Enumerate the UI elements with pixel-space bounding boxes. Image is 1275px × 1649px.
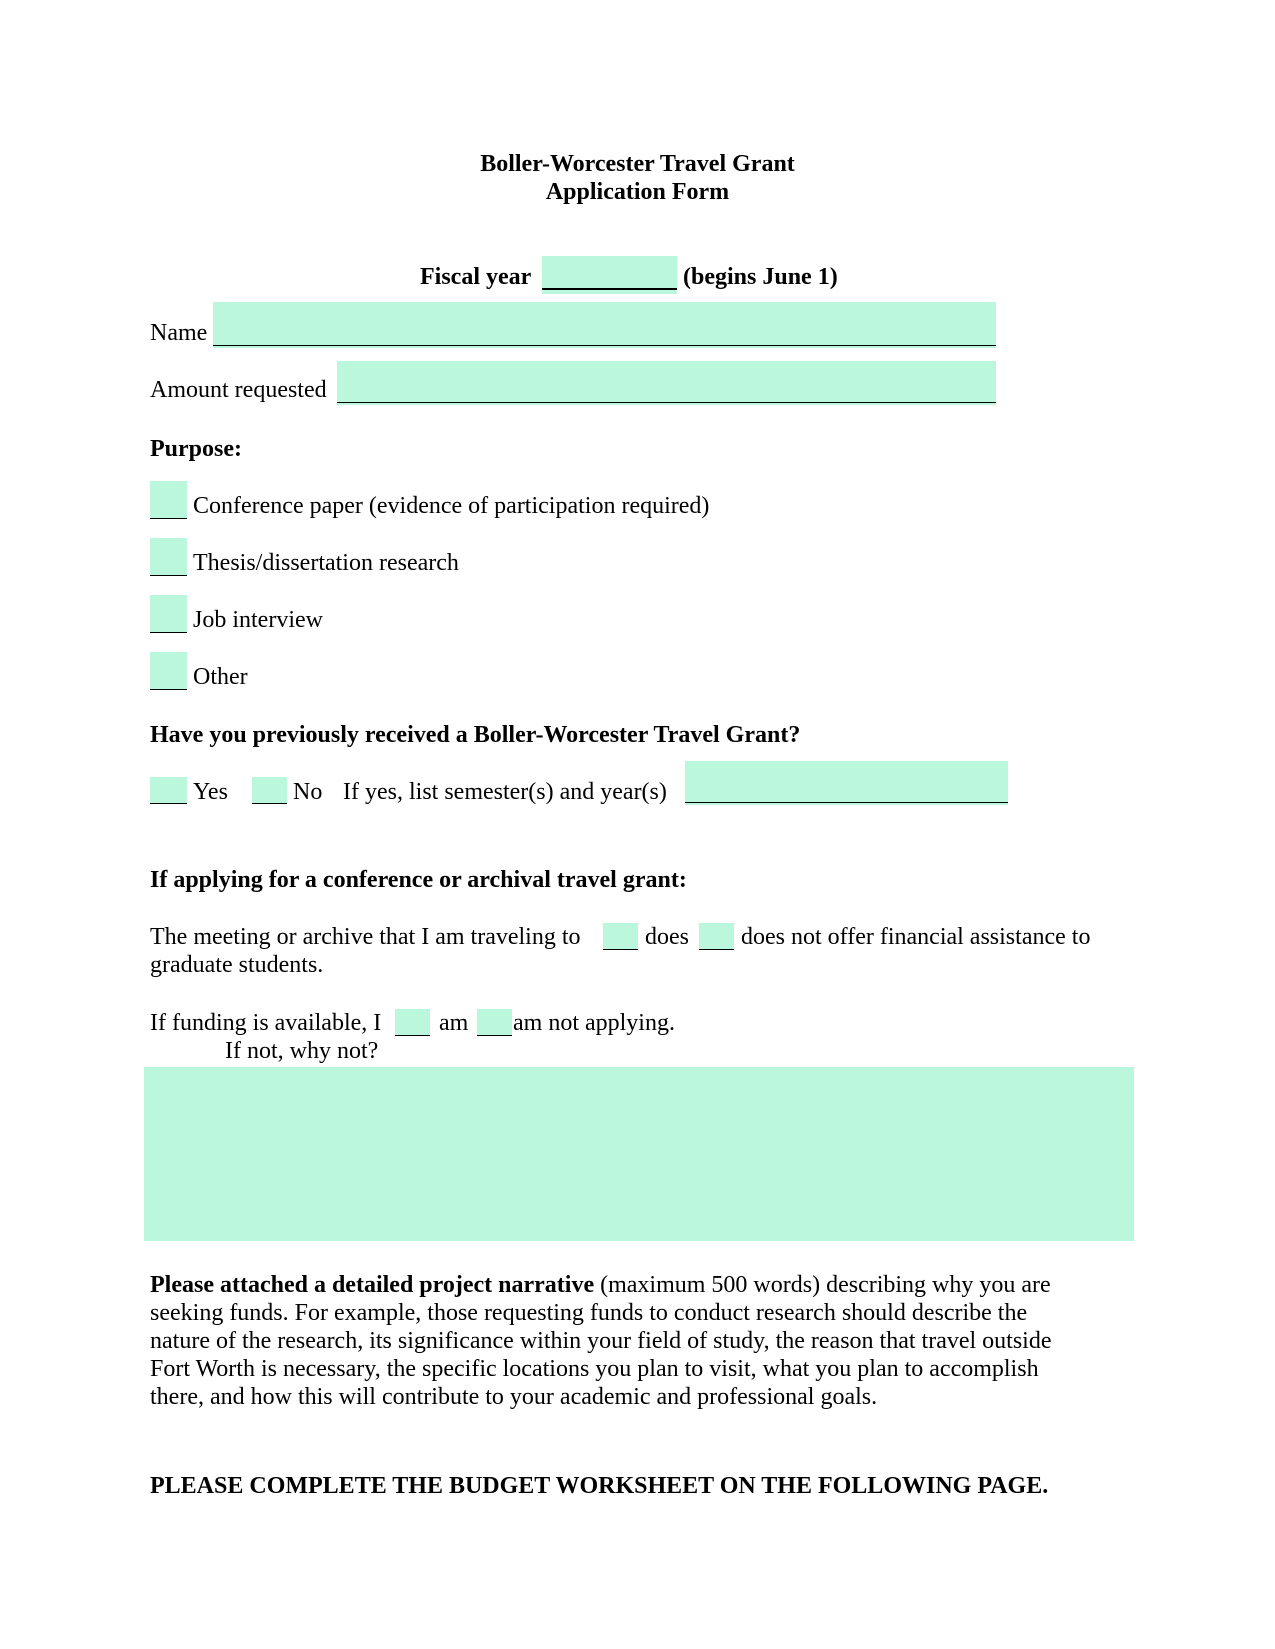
meeting-does-not-label: does not offer financial assistance to	[741, 924, 1091, 950]
purpose-checkbox-conference[interactable]	[150, 481, 187, 519]
narrative-line2: seeking funds. For example, those requesting funds to conduct research should describe the	[150, 1300, 1028, 1326]
semesters-field[interactable]	[685, 761, 1008, 805]
narrative-bold-lead: Please attached a detailed project narrative	[150, 1272, 595, 1298]
meeting-does-checkbox[interactable]	[603, 923, 638, 950]
purpose-option-conference: Conference paper (evidence of participation required)	[193, 493, 710, 519]
purpose-checkbox-underline	[150, 689, 187, 690]
conference-heading: If applying for a conference or archival travel grant:	[150, 867, 687, 893]
purpose-checkbox-underline	[150, 575, 187, 576]
why-not-label: If not, why not?	[225, 1038, 379, 1064]
purpose-checkbox-other[interactable]	[150, 652, 187, 690]
narrative-line1: (maximum 500 words) describing why you are	[594, 1272, 1051, 1298]
purpose-checkbox-job-interview[interactable]	[150, 595, 187, 633]
funding-am-not-checkbox[interactable]	[477, 1009, 512, 1036]
purpose-option-thesis: Thesis/dissertation research	[193, 550, 459, 576]
funding-prefix: If funding is available, I	[150, 1010, 382, 1036]
amount-field[interactable]	[337, 361, 996, 405]
amount-label: Amount requested	[150, 377, 327, 403]
am-underline	[395, 1035, 430, 1036]
funding-am-checkbox[interactable]	[395, 1009, 430, 1036]
fiscal-year-underline	[542, 288, 677, 290]
previous-grant-no-checkbox[interactable]	[252, 777, 287, 804]
amount-underline	[337, 402, 996, 403]
funding-am-not-label: am not applying.	[513, 1010, 675, 1036]
semesters-underline	[685, 802, 1008, 803]
previous-grant-yes-checkbox[interactable]	[150, 777, 187, 804]
previous-grant-yes-label: Yes	[193, 779, 228, 805]
meeting-prefix: The meeting or archive that I am traveling to	[150, 924, 581, 950]
name-label: Name	[150, 320, 208, 346]
purpose-option-job-interview: Job interview	[193, 607, 323, 633]
meeting-line2: graduate students.	[150, 952, 324, 978]
name-field[interactable]	[213, 302, 996, 348]
does-not-underline	[699, 949, 734, 950]
narrative-line3: nature of the research, its significance within your field of study, the reason that travel outside	[150, 1328, 1052, 1354]
does-underline	[603, 949, 638, 950]
purpose-heading: Purpose:	[150, 436, 242, 462]
budget-worksheet-note: PLEASE COMPLETE THE BUDGET WORKSHEET ON THE FOLLOWING PAGE.	[150, 1473, 1049, 1499]
form-title: Boller-Worcester Travel Grant	[480, 151, 795, 177]
purpose-checkbox-thesis[interactable]	[150, 538, 187, 576]
fiscal-year-label: Fiscal year	[420, 264, 532, 290]
purpose-checkbox-underline	[150, 632, 187, 633]
yes-underline	[150, 803, 187, 804]
no-underline	[252, 803, 287, 804]
meeting-does-label: does	[645, 924, 689, 950]
purpose-option-other: Other	[193, 664, 248, 690]
funding-am-label: am	[439, 1010, 469, 1036]
am-not-underline	[477, 1035, 512, 1036]
name-underline	[213, 345, 996, 346]
narrative-line4: Fort Worth is necessary, the specific locations you plan to visit, what you plan to accomplish	[150, 1356, 1039, 1382]
if-yes-label: If yes, list semester(s) and year(s)	[343, 779, 667, 805]
purpose-checkbox-underline	[150, 518, 187, 519]
meeting-does-not-checkbox[interactable]	[699, 923, 734, 950]
fiscal-year-note: (begins June 1)	[683, 264, 838, 290]
previous-grant-no-label: No	[293, 779, 323, 805]
narrative-line5: there, and how this will contribute to your academic and professional goals.	[150, 1384, 878, 1410]
previous-grant-question: Have you previously received a Boller-Worcester Travel Grant?	[150, 722, 801, 748]
form-subtitle: Application Form	[545, 179, 730, 205]
why-not-textarea[interactable]	[144, 1067, 1134, 1241]
narrative-paragraph	[150, 1271, 1110, 1411]
